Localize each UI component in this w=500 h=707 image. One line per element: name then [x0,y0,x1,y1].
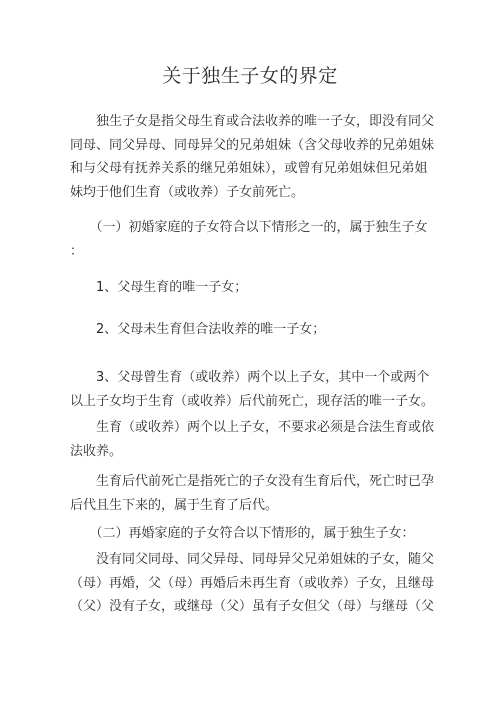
text-line: （母）再婚，父（母）再婚后未再生育（或收养）子女，且继母 [70,575,435,591]
text-line: 以上子女均于生育（或收养）后代前死亡，现存活的唯一子女。 [70,393,435,409]
text-line: 2、父母未生育但合法收养的唯一子女； [70,322,326,337]
paragraph-definition [70,110,436,204]
text-line: （父）没有子女，或继母（父）虽有子女但父（母）与继母（父 [70,599,435,614]
text-line: 同母、同父异母、同母异父的兄弟姐妹（含父母收养的兄弟姐妹 [70,137,435,153]
paragraph-item-2 [70,318,436,342]
paragraph-death-note [70,470,436,517]
text-line: 生育（或收养）两个以上子女，不要求必须是合法生育或依 [70,420,435,435]
text-line: 妹均于他们生育（或收养）子女前死亡。 [70,184,305,200]
document-title: 关于独生子女的界定 [162,65,338,87]
text-line: ： [70,243,84,259]
text-line: 生育后代前死亡是指死亡的子女没有生育后代，死亡时已孕 [70,474,435,489]
text-line: 独生子女是指父母生育或合法收养的唯一子女，即没有同父 [70,114,435,129]
text-line: 和与父母有抚养关系的继兄弟姐妹），或曾有兄弟姐妹但兄弟姐 [70,161,428,176]
paragraph-remarriage-heading [70,522,436,546]
text-line: 3、父母曾生育（或收养）两个以上子女，其中一个或两个 [70,370,430,385]
text-line: 1、父母生育的唯一子女； [70,280,248,295]
text-line: （一）初婚家庭的子女符合以下情形之一的，属于独生子女 [70,220,428,235]
text-line: 法收养。 [70,443,123,459]
paragraph-first-marriage-heading [70,216,436,263]
text-line: 后代且生下来的，属于生育了后代。 [70,497,279,513]
text-line: 没有同父同母、同父异母、同母异父兄弟姐妹的子女，随父 [70,552,435,567]
text-line: （二）再婚家庭的子女符合以下情形的，属于独生子女： [70,526,415,541]
paragraph-birth-note [70,416,436,463]
paragraph-item-3 [70,366,436,413]
paragraph-remarriage-body [70,548,436,619]
paragraph-item-1 [70,276,436,300]
